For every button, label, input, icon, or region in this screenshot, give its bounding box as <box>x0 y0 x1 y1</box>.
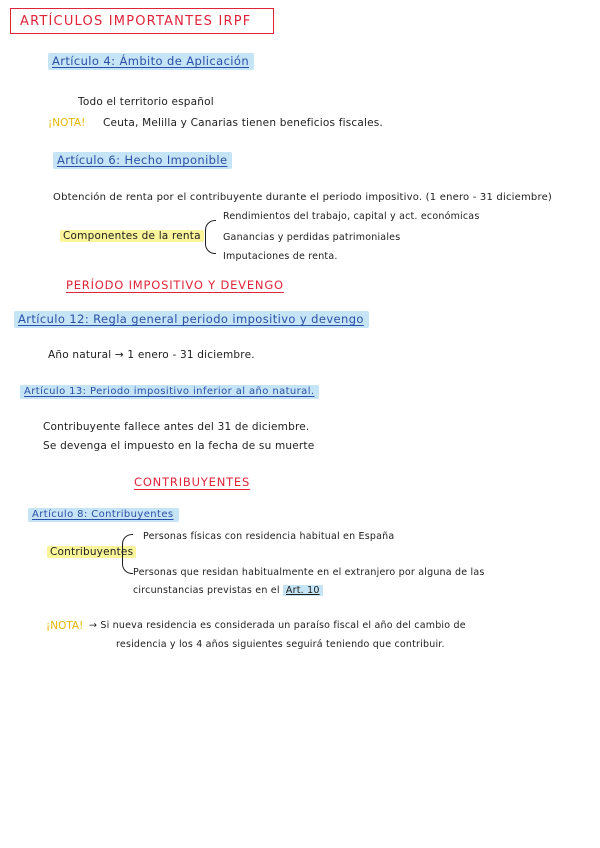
article-13-text: Se devenga el impuesto en la fecha de su muerte <box>43 440 315 452</box>
brace <box>205 220 216 254</box>
article-4-note: Ceuta, Melilla y Canarias tienen beneficios fiscales. <box>103 117 383 129</box>
contribuyente-item-text: circunstancias previstas en el <box>133 585 280 596</box>
brace <box>122 534 133 574</box>
article-12-heading: Artículo 12: Regla general periodo impositivo y devengo <box>14 311 369 328</box>
article-13-heading: Artículo 13: Periodo impositivo inferior al año natural. <box>20 385 319 399</box>
article-6-text: Obtención de renta por el contribuyente durante el periodo impositivo. (1 enero - 31 diciembre) <box>53 192 553 203</box>
nota-text: residencia y los 4 años siguientes seguirá teniendo que contribuir. <box>116 639 445 650</box>
contribuyente-item <box>133 585 323 596</box>
component-item: Rendimientos del trabajo, capital y act. económicas <box>223 211 480 222</box>
section-heading-contribuyentes: CONTRIBUYENTES <box>134 475 251 489</box>
section-heading-periodo: PERÍODO IMPOSITIVO Y DEVENGO <box>66 278 284 292</box>
page-title: ARTÍCULOS IMPORTANTES IRPF <box>10 8 274 34</box>
nota-label: ¡NOTA! <box>48 117 86 129</box>
article-6-heading: Artículo 6: Hecho Imponible <box>53 152 232 169</box>
article-13-text: Contribuyente fallece antes del 31 de diciembre. <box>43 421 310 433</box>
nota-label: ¡NOTA! <box>46 620 84 632</box>
components-label: Componentes de la renta <box>60 230 204 242</box>
article-8-heading: Artículo 8: Contribuyentes <box>28 508 179 522</box>
article-10-reference: Art. 10 <box>283 585 323 596</box>
article-4-text: Todo el territorio español <box>78 96 214 108</box>
nota-text: → Si nueva residencia es considerada un paraíso fiscal el año del cambio de <box>89 620 466 631</box>
contribuyente-item: Personas que residan habitualmente en el extranjero por alguna de las <box>133 567 485 578</box>
component-item: Imputaciones de renta. <box>223 251 338 262</box>
contribuyentes-label: Contribuyentes <box>47 546 136 558</box>
article-4-heading: Artículo 4: Ámbito de Aplicación <box>48 53 254 70</box>
contribuyente-item: Personas físicas con residencia habitual en España <box>143 531 395 542</box>
article-12-text: Año natural → 1 enero - 31 diciembre. <box>48 349 255 361</box>
component-item: Ganancias y perdidas patrimoniales <box>223 232 401 243</box>
